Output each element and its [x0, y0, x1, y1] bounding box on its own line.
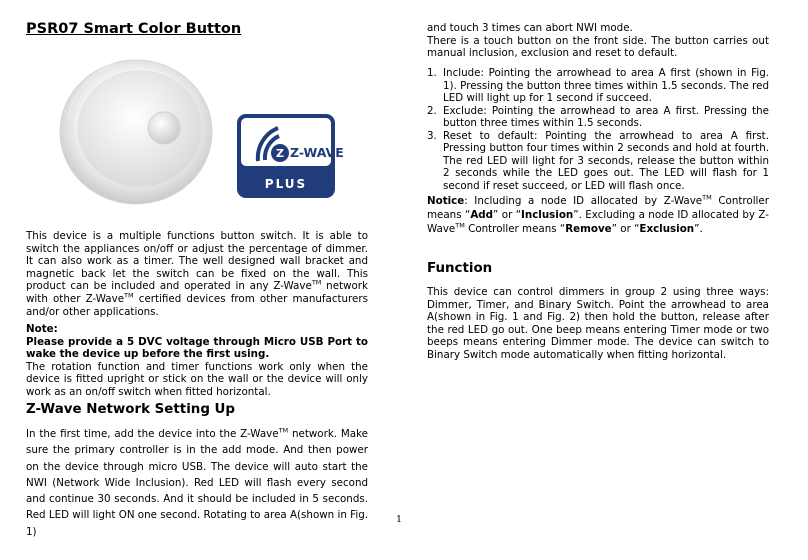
- intro-text-3: certified devices from other manufacturers and/or other applications.: [26, 292, 368, 318]
- note-paragraph: [26, 323, 368, 399]
- note-text: The rotation function and timer functions work only when the device is fitted upright or stick on the wall or the device will only work as an on/off switch when fitted horizontal.: [26, 360, 368, 398]
- tm-mark: TM: [455, 221, 465, 230]
- z-letter: Z: [276, 147, 284, 160]
- touch-text: There is a touch button on the front side. The button carries out manual inclusion, exclusion and reset to default.: [427, 34, 769, 60]
- intro-text-2: network with other Z-Wave: [26, 280, 369, 305]
- notice-remove: Remove: [565, 223, 612, 235]
- step-number: 2.: [427, 104, 437, 117]
- step-exclude: [427, 105, 769, 130]
- note-bold: Please provide a 5 DVC voltage through Micro USB Port to wake the device up before the first using.: [26, 335, 368, 361]
- page-title: PSR07 Smart Color Button: [26, 21, 242, 37]
- step-text: Include: Pointing the arrowhead to area A first (shown in Fig. 1). Pressing the button three times within 1.5 seconds. The red LED will light up for 1 second if succeed.: [443, 67, 769, 104]
- intro-paragraph: [26, 230, 368, 318]
- notice-paragraph: [427, 194, 769, 236]
- notice-exclusion: Exclusion: [639, 223, 695, 235]
- continuation-text: and touch 3 times can abort NWI mode.: [427, 22, 633, 34]
- notice-text: ” or “: [611, 223, 640, 235]
- zwave-plus-logo: [237, 114, 344, 198]
- network-paragraph: [26, 426, 368, 540]
- notice-text: : Including a node ID allocated by Z-Wave: [464, 195, 703, 207]
- device-image: [54, 52, 224, 212]
- step-text: Reset to default: Pointing the arrowhead to area A first. Pressing button four times within 2 seconds and hold at fourth. The red LED will light for 3 seconds, release the button within 2 seconds while the LED goes out. The LED will flash for 1 second if reset succeed, or LED will flash once.: [443, 129, 769, 192]
- notice-text: ”.: [694, 223, 703, 235]
- tm-mark: TM: [278, 426, 289, 435]
- network-continued: [427, 22, 769, 60]
- network-heading: Z-Wave Network Setting Up: [26, 402, 236, 417]
- setup-steps-list: [427, 67, 769, 192]
- notice-text: ” or “: [493, 209, 522, 221]
- notice-text: Controller means “: [427, 195, 769, 221]
- note-label: Note:: [26, 323, 58, 335]
- network-text-1: In the first time, add the device into the Z-Wave: [26, 428, 279, 440]
- step-number: 1.: [427, 67, 437, 79]
- notice-text: ”. Excluding a node ID allocated by Z-Wave: [427, 209, 769, 235]
- tm-mark: TM: [311, 278, 322, 287]
- notice-inclusion: Inclusion: [521, 209, 574, 221]
- tm-mark: TM: [702, 193, 712, 202]
- notice-label: Notice: [427, 195, 465, 207]
- logo-sub: PLUS: [264, 177, 308, 191]
- step-reset: [427, 130, 769, 193]
- step-text: Exclude: Pointing the arrowhead to area A first. Pressing the button three times within 1.5 seconds.: [443, 104, 769, 129]
- tm-mark: TM: [124, 291, 134, 300]
- step-number: 3.: [427, 129, 437, 142]
- notice-add: Add: [470, 209, 494, 221]
- network-text-2: network. Make sure the primary controller is in the add mode. And then power on the device through micro USB. The device will auto start the NWI (Network Wide Inclusion). Red LED will flash every second and continue 30 seconds. And it should be included in 5 seconds. Red LED will light ON one second. Rotating to area A(shown in Fig. 1): [26, 428, 369, 538]
- notice-text: Controller means “: [464, 223, 566, 235]
- function-heading: Function: [427, 261, 493, 276]
- page-number: 1: [396, 514, 403, 525]
- intro-text-1: This device is a multiple functions button switch. It is able to switch the appliances on/off or adjust the percentage of dimmer. It can also work as a timer. The well designed wall bracket and magnetic back let the switch can be fixed on the wall. This product can be included and operated in any Z-Wave: [26, 230, 368, 293]
- function-paragraph: This device can control dimmers in group 2 using three ways: Dimmer, Timer, and Binary Switch. Point the arrowhead to area A(shown in Fig. 1 and Fig. 2) then hold the button, release after the red LED go out. One beep means entering Timer mode or two beeps means entering Dimmer mode. The device can switch to Binary Switch mode automatically when fitting horizontal.: [427, 286, 769, 361]
- logo-brand: Z-WAVE: [290, 145, 344, 160]
- step-include: [427, 67, 769, 105]
